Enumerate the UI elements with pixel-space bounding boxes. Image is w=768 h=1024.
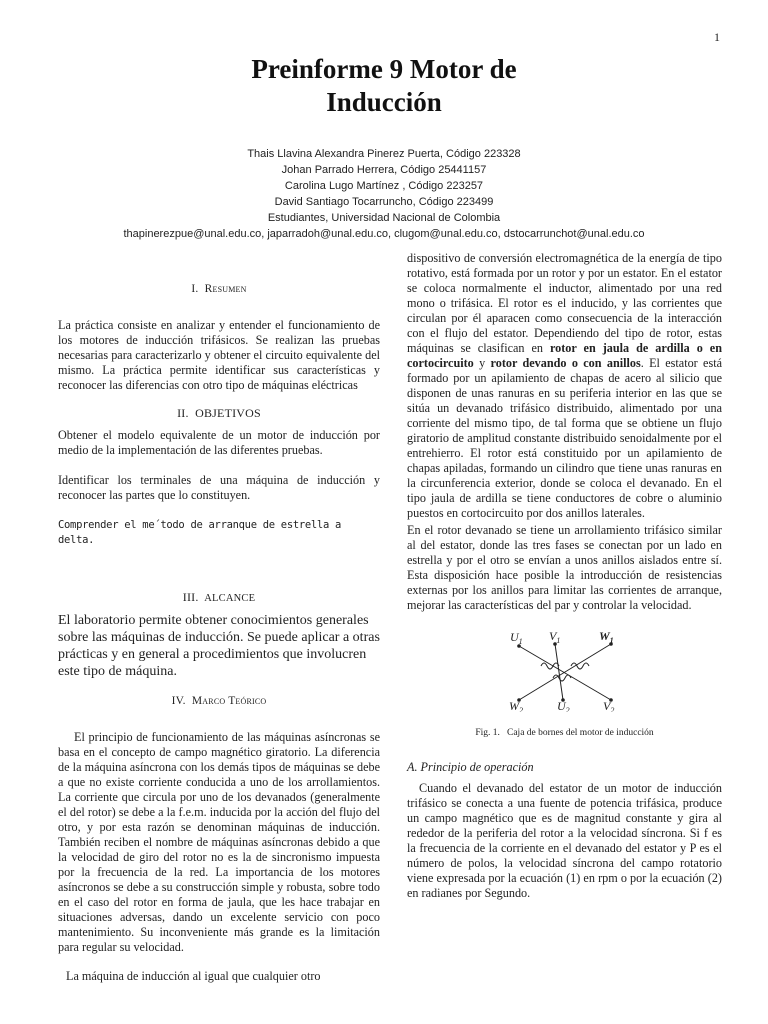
title-line-1: Preinforme 9 Motor de	[251, 54, 517, 84]
label-v1: $V_1$	[549, 630, 561, 645]
resumen-text: La práctica consiste en analizar y entender el funcionamiento de los motores de inducción trifásicos. Se realizan las pruebas necesarias para caracterizarlo y obtener el circuito equivalente del mismo. La práctica permite identificar sus características y reconocer las diferencias con otro tipo de máquinas eléctricas	[58, 318, 380, 392]
label-u1: $U_1$	[510, 630, 523, 646]
title-line-2: Inducción	[326, 87, 442, 117]
marco-paragraph-2: La máquina de inducción al igual que cualquier otro	[66, 969, 321, 983]
principio-section	[407, 760, 722, 901]
label-u2: $U_2$	[557, 699, 570, 712]
section-title: ALCANCE	[204, 593, 256, 604]
right-paragraph-2: En el rotor devanado se tiene un arrollamiento trifásico similar al del estator, donde las tres fases se conectan por un lado en estrella y por el otro se envían a unos anillos aislados entre sí. Esta disposición hace posible la introducción de resistencias externas por los anillos para limitar las corrientes de arranque, mejorar las características del par y controlar la velocidad.	[407, 523, 722, 612]
section-number: III.	[182, 590, 199, 604]
section-number: I.	[191, 283, 199, 295]
section-number: II.	[177, 406, 189, 420]
section-title: Marco Teórico	[191, 695, 267, 707]
page-number: 1	[714, 30, 720, 44]
marco-paragraph-1: El principio de funcionamiento de las máquinas asíncronas se basa en el concepto de campo magnético giratorio. La diferencia de la máquina asíncrona con los demás tipos de máquinas se debe a que no existe corriente conducida a uno de los arrollamientos. La corriente que circula por uno de los devanados (generalmente el del rotor) se debe a la f.e.m. inducida por la acción del flujo del otro, y por esta razón se denominan máquinas de inducción. También reciben el nombre de máquinas asíncronas debido a que la velocidad de giro del rotor no es la de sincronismo impuesta por la frecuencia de la red. La importancia de los motores asíncronos se debe a su construcción simple y robusta, sobre todo en el caso del rotor en forma de jaula, que les hace trabajar en situaciones adversas, dando un excelente servicio con poco mantenimiento. Su inconveniente más grande es la limitación para regular su velocidad.	[58, 730, 380, 954]
objetivo-1: Obtener el modelo equivalente de un motor de inducción por medio de la implementación de las diferentes pruebas.	[58, 428, 380, 457]
paper-title	[0, 53, 768, 119]
coil	[571, 663, 589, 669]
author-line: Carolina Lugo Martínez , Código 223257	[284, 180, 484, 192]
terminal-box-diagram	[505, 630, 625, 712]
author-line: Thais Llavina Alexandra Pinerez Puerta, Código 223328	[247, 148, 521, 160]
section-number: IV.	[171, 695, 186, 707]
caption-number: Fig. 1.	[475, 728, 500, 738]
section-heading-alcance	[58, 590, 380, 606]
right-paragraph-1	[407, 251, 722, 521]
affiliation: Estudiantes, Universidad Nacional de Colombia	[267, 212, 501, 224]
winding-line	[555, 644, 563, 700]
section-heading-marco	[58, 694, 380, 709]
text-run: y	[479, 356, 486, 370]
subsection-heading: A. Principio de operación	[407, 760, 534, 774]
objetivo-2: Identificar los terminales de una máquina de inducción y reconocer las partes que lo constituyen.	[58, 473, 380, 502]
label-v2: $V_2$	[603, 699, 615, 712]
caption-text: Caja de bornes del motor de inducción	[507, 728, 654, 738]
figure-caption	[407, 728, 722, 738]
bold-term: rotor en jaula de ardilla o en cortocircuito	[407, 341, 722, 370]
right-column	[407, 251, 722, 613]
label-w2: $W_2$	[509, 699, 523, 712]
section-heading-objetivos	[58, 406, 380, 421]
author-line: David Santiago Tocarruncho, Código 223499	[274, 196, 494, 208]
section-heading-resumen	[58, 282, 380, 297]
text-run: dispositivo de conversión electromagnética de la energía de tipo rotativo, está formada por un rotor y por un estator. En el estator se coloca normalmente el inductor, alimentado por una red mono o trifásica. El rotor es el inducido, y las corrientes que circulan por él aparacen como consecuencia de la interacción con el flujo del estator. Dependiendo del tipo de rotor, estas máquinas se clasifican en	[407, 251, 722, 355]
author-line: Johan Parrado Herrera, Código 25441157	[281, 164, 487, 176]
principio-text: Cuando el devanado del estator de un motor de inducción trifásico se conecta a una fuente de potencia trifásica, produce un campo magnético que es de magnitud constante y gira al rededor de la periferia del rotor a la velocidad síncrona. Si f es la frecuencia de la corriente en el devanado del estator y P es el número de polos, la velocidad síncrona del campo rotatorio viene expresada por la ecuación (1) en rpm o por la ecuación (2) en radianes por Segundo.	[407, 781, 722, 900]
section-title: OBJETIVOS	[195, 406, 261, 420]
author-block	[0, 146, 768, 242]
left-column	[58, 250, 380, 984]
section-title: Resumen	[204, 283, 247, 295]
objetivo-3: Comprender el me´todo de arranque de estrella a delta.	[58, 519, 342, 546]
label-w1: $W_1$	[599, 630, 614, 645]
alcance-text: El laboratorio permite obtener conocimientos generales sobre las máquinas de inducción. Se puede aplicar a otras prácticas y en general a procedimientos que involucren este tipo de máquina.	[58, 613, 380, 679]
author-emails: thapinerezpue@unal.edu.co, japarradoh@unal.edu.co, clugom@unal.edu.co, dstocarrunchot@unal.edu.co	[123, 228, 645, 240]
text-run: . El estator está formado por un apilamiento de chapas de acero al silicio que disponen de unas ranuras en su periferia interior en las que se sitúa un devanado trifásico distribuido, alimentado por una corriente del mismo tipo, de tal forma que se obtiene un flujo giratorio de amplitud constante distribuido senoidalmente por el entrehierro. El rotor está constituido por un apilamiento de chapas apiladas, formando un cilindro que tiene unas ranuras en la circunferencia exterior, donde se coloca el devanado. En el tipo jaula de ardilla se tiene conductores de cobre o aluminio puestos en cortocircuito por dos anillos laterales.	[407, 356, 722, 520]
bold-term: rotor devando o con anillos	[490, 356, 641, 370]
